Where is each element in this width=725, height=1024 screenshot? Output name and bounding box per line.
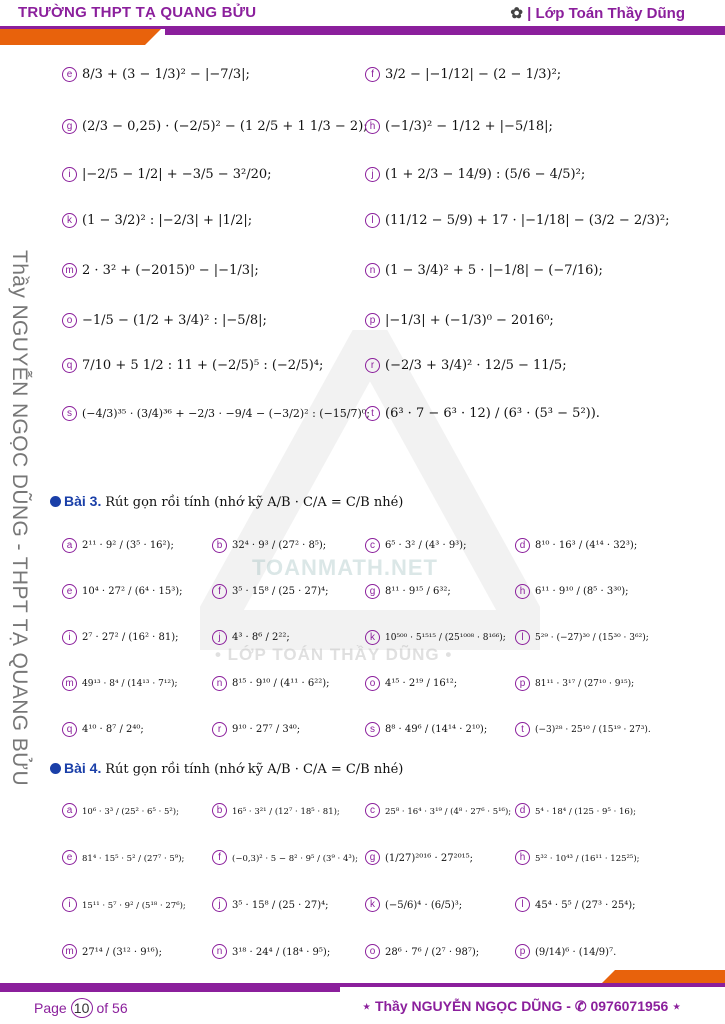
- exercise-item: [365, 118, 553, 136]
- item-label: i: [62, 897, 77, 912]
- bai3-title: Bài 3.: [64, 493, 102, 509]
- school-name: TRƯỜNG THPT TẠ QUANG BỬU: [18, 4, 257, 21]
- bai4-title: Bài 4.: [64, 760, 102, 776]
- header-orange-band: [0, 29, 145, 45]
- item-label: l: [515, 897, 530, 912]
- item-expression: 3¹⁸ · 24⁴ / (18⁴ · 9⁵);: [232, 947, 331, 958]
- item-label: o: [365, 676, 380, 691]
- item-expression: (−1/3)² − 1/12 + |−5/18|;: [385, 119, 553, 134]
- item-label: e: [62, 850, 77, 865]
- item-expression: (−2/3 + 3/4)² · 12/5 − 11/5;: [385, 358, 567, 373]
- item-label: f: [212, 584, 227, 599]
- exercise-item: [515, 943, 616, 962]
- item-expression: 6⁵ · 3² / (4³ · 9³);: [385, 540, 467, 551]
- exercise-item: [62, 262, 259, 280]
- item-expression: (6³ · 7 − 6³ · 12) / (6³ · (5³ − 5²)).: [385, 406, 600, 421]
- item-label: d: [515, 803, 530, 818]
- item-expression: 28⁶ · 7⁶ / (2⁷ · 98⁷);: [385, 947, 480, 958]
- exercise-item: [62, 166, 272, 184]
- item-expression: (−4/3)³⁵ · (3/4)³⁶ + −2/3 · −9/4 − (−3/2)² : (−15/7)⁰;: [82, 407, 370, 420]
- item-label: p: [515, 944, 530, 959]
- exercise-item: [515, 537, 637, 555]
- item-label: n: [212, 676, 227, 691]
- bai4-heading: [50, 760, 403, 777]
- item-label: q: [62, 358, 77, 373]
- exercise-item: [62, 943, 162, 962]
- exercise-item: [62, 896, 186, 915]
- bai3-heading: [50, 493, 403, 510]
- item-expression: 9¹⁰ · 27⁷ / 3⁴⁰;: [232, 724, 301, 735]
- item-expression: 8⁸ · 49⁶ / (14¹⁴ · 2¹⁰);: [385, 724, 488, 735]
- exercise-item: [515, 896, 636, 915]
- exercise-item: [365, 312, 554, 330]
- item-label: a: [62, 803, 77, 818]
- item-label: h: [515, 584, 530, 599]
- exercise-item: [212, 721, 300, 739]
- exercise-item: [365, 583, 451, 601]
- item-label: g: [62, 119, 77, 134]
- item-label: t: [365, 406, 380, 421]
- item-label: f: [212, 850, 227, 865]
- exercise-item: [365, 66, 561, 84]
- exercise-item: [62, 312, 267, 330]
- item-label: g: [365, 584, 380, 599]
- bai4-desc: Rút gọn rồi tính (nhớ kỹ A/B · C/A = C/B nhé): [105, 762, 404, 777]
- watermark-text: TOANMATH.NET: [252, 555, 438, 580]
- item-expression: (−3)²⁸ · 25¹⁰ / (15¹⁹ · 27³).: [535, 725, 651, 735]
- item-expression: 2 · 3² + (−2015)⁰ − |−1/3|;: [82, 263, 259, 278]
- exercise-item: [365, 405, 600, 423]
- page-total: of 56: [96, 1000, 128, 1016]
- page-header: [0, 0, 725, 46]
- item-expression: 4³ · 8⁶ / 2²²;: [232, 632, 290, 643]
- item-label: j: [212, 630, 227, 645]
- item-expression: 8/3 + (3 − 1/3)² − |−7/3|;: [82, 67, 250, 82]
- item-expression: 32⁴ · 9³ / (27² · 8⁵);: [232, 540, 327, 551]
- exercise-item: [515, 583, 628, 601]
- item-label: i: [62, 630, 77, 645]
- item-label: o: [365, 944, 380, 959]
- item-label: b: [212, 803, 227, 818]
- item-label: j: [365, 167, 380, 182]
- people-icon: ✿: [510, 5, 528, 22]
- side-text: Thầy NGUYỄN NGỌC DŨNG - THPT TẠ QUANG BỬU: [8, 249, 31, 787]
- exercise-item: [62, 583, 183, 601]
- item-label: r: [212, 722, 227, 737]
- item-label: l: [365, 213, 380, 228]
- exercise-item: [365, 802, 511, 821]
- bai3-desc: Rút gọn rồi tính (nhớ kỹ A/B · C/A = C/B nhé): [105, 495, 404, 510]
- item-expression: 4¹⁵ · 2¹⁹ / 16¹²;: [385, 678, 458, 689]
- item-label: n: [212, 944, 227, 959]
- bullet-icon: [50, 763, 61, 774]
- item-expression: 25⁸ · 16⁴ · 3¹⁹ / (4⁸ · 27⁶ · 5¹⁶);: [385, 807, 512, 817]
- item-expression: (1 − 3/2)² : |−2/3| + |1/2|;: [82, 213, 253, 228]
- exercise-item: [365, 537, 466, 555]
- item-label: m: [62, 676, 77, 691]
- item-label: o: [62, 313, 77, 328]
- class-name: [510, 4, 685, 22]
- item-expression: (−0,3)² · 5 − 8² · 9⁵ / (3⁹ · 4³);: [232, 854, 358, 864]
- item-expression: (1 + 2/3 − 14/9) : (5/6 − 4/5)²;: [385, 167, 586, 182]
- exercise-item: [62, 537, 174, 555]
- exercise-item: [365, 675, 457, 693]
- item-expression: 16⁵ · 3²¹ / (12⁷ · 18⁵ · 81);: [232, 807, 340, 817]
- exercise-item: [212, 896, 329, 915]
- exercise-item: [212, 802, 340, 821]
- item-expression: 8¹⁰ · 16³ / (4¹⁴ · 32³);: [535, 540, 638, 551]
- exercise-item: [515, 721, 651, 739]
- exercise-item: [515, 675, 634, 693]
- exercise-item: [62, 357, 323, 375]
- item-label: e: [62, 584, 77, 599]
- exercise-item: [515, 629, 649, 647]
- item-label: c: [365, 538, 380, 553]
- exercise-item: [365, 212, 670, 230]
- item-expression: −1/5 − (1/2 + 3/4)² : |−5/8|;: [82, 313, 267, 328]
- exercise-item: [365, 357, 567, 375]
- item-label: s: [62, 406, 77, 421]
- item-expression: 5²⁹ · (−27)³⁰ / (15³⁰ · 3⁶²);: [535, 633, 649, 643]
- item-expression: 49¹³ · 8⁴ / (14¹³ · 7¹²);: [82, 679, 178, 689]
- footer-purple-band: [0, 987, 340, 992]
- page-label: Page: [34, 1000, 67, 1016]
- exercise-item: [365, 166, 585, 184]
- item-expression: (−5/6)⁴ · (6/5)³;: [385, 900, 463, 911]
- item-label: m: [62, 944, 77, 959]
- item-label: t: [515, 722, 530, 737]
- exercise-item: [212, 849, 358, 868]
- item-expression: 8¹⁵ · 9¹⁰ / (4¹¹ · 6²²);: [232, 678, 330, 689]
- exercise-item: [365, 896, 462, 915]
- item-expression: 3/2 − |−1/12| − (2 − 1/3)²;: [385, 67, 562, 82]
- item-label: g: [365, 850, 380, 865]
- item-label: k: [62, 213, 77, 228]
- exercise-item: [212, 583, 329, 601]
- item-label: r: [365, 358, 380, 373]
- exercise-item: [212, 675, 330, 693]
- item-expression: 3⁵ · 15⁸ / (25 · 27)⁴;: [232, 586, 329, 597]
- item-expression: 7/10 + 5 1/2 : 11 + (−2/5)⁵ : (−2/5)⁴;: [82, 358, 324, 373]
- exercise-item: [62, 118, 368, 136]
- item-expression: 2¹¹ · 9² / (3⁵ · 16²);: [82, 540, 174, 551]
- item-expression: 5⁴ · 18⁴ / (125 · 9⁵ · 16);: [535, 807, 636, 817]
- item-label: a: [62, 538, 77, 553]
- item-expression: 45⁴ · 5⁵ / (27³ · 25⁴);: [535, 900, 636, 911]
- exercise-item: [212, 943, 330, 962]
- item-label: c: [365, 803, 380, 818]
- exercise-item: [62, 405, 370, 423]
- exercise-item: [515, 802, 636, 821]
- item-expression: 4¹⁰ · 8⁷ / 2⁴⁰;: [82, 724, 144, 735]
- exercise-item: [62, 629, 179, 647]
- watermark-text-2: • LỚP TOÁN THẦY DŨNG •: [215, 645, 453, 664]
- item-expression: 81¹¹ · 3¹⁷ / (27¹⁰ · 9¹⁵);: [535, 679, 635, 689]
- item-label: s: [365, 722, 380, 737]
- exercise-item: [62, 212, 252, 230]
- exercise-item: [212, 537, 326, 555]
- item-label: k: [365, 897, 380, 912]
- item-label: e: [62, 67, 77, 82]
- page-num: 10: [71, 998, 93, 1018]
- item-expression: 10⁴ · 27² / (6⁴ · 15³);: [82, 586, 183, 597]
- footer-author: ⋆ Thầy NGUYỄN NGỌC DŨNG - ✆ 0976071956 ⋆: [362, 998, 681, 1014]
- item-expression: 8¹¹ · 9¹⁵ / 6³²;: [385, 586, 451, 597]
- item-expression: (1 − 3/4)² + 5 · |−1/8| − (−7/16);: [385, 263, 603, 278]
- exercise-item: [62, 849, 184, 868]
- side-author-text: [6, 228, 32, 808]
- exercise-item: [365, 943, 479, 962]
- item-expression: |−2/5 − 1/2| + −3/5 − 3²/20;: [82, 167, 272, 182]
- header-purple-band: [165, 29, 725, 35]
- exercise-item: [62, 802, 179, 821]
- exercise-item: [365, 849, 473, 868]
- item-expression: 2⁷ · 27² / (16² · 81);: [82, 632, 179, 643]
- item-expression: 81⁴ · 15⁵ · 5² / (27⁷ · 5⁹);: [82, 854, 185, 864]
- item-label: n: [365, 263, 380, 278]
- page-number: [34, 998, 128, 1018]
- item-label: m: [62, 263, 77, 278]
- item-label: p: [365, 313, 380, 328]
- exercise-item: [62, 721, 144, 739]
- item-expression: 27¹⁴ / (3¹² · 9¹⁶);: [82, 947, 162, 958]
- item-expression: 15¹¹ · 5⁷ · 9² / (5¹⁸ · 27⁶);: [82, 901, 186, 911]
- item-label: q: [62, 722, 77, 737]
- exercise-item: [62, 66, 250, 84]
- class-name-text: | Lớp Toán Thầy Dũng: [527, 5, 685, 22]
- item-expression: (11/12 − 5/9) + 17 · |−1/18| − (3/2 − 2/3)²;: [385, 213, 670, 228]
- item-expression: 6¹¹ · 9¹⁰ / (8⁵ · 3³⁰);: [535, 586, 629, 597]
- item-expression: (2/3 − 0,25) · (−2/5)² − (1 2/5 + 1 1/3 − 2);: [82, 119, 368, 134]
- item-expression: 10⁶ · 3³ / (25² · 6⁵ · 5²);: [82, 807, 179, 817]
- item-label: b: [212, 538, 227, 553]
- item-expression: |−1/3| + (−1/3)⁰ − 2016⁰;: [385, 313, 554, 328]
- exercise-item: [515, 849, 640, 868]
- item-expression: 5³² · 10⁴³ / (16¹¹ · 125²⁵);: [535, 854, 640, 864]
- exercise-item: [365, 721, 487, 739]
- item-label: k: [365, 630, 380, 645]
- item-label: h: [365, 119, 380, 134]
- item-expression: (9/14)⁶ · (14/9)⁷.: [535, 947, 617, 958]
- item-label: i: [62, 167, 77, 182]
- item-label: p: [515, 676, 530, 691]
- exercise-item: [365, 262, 603, 280]
- item-label: h: [515, 850, 530, 865]
- item-label: f: [365, 67, 380, 82]
- exercise-item: [365, 629, 506, 647]
- footer-orange-band: [615, 970, 725, 984]
- item-label: l: [515, 630, 530, 645]
- item-expression: (1/27)²⁰¹⁶ · 27²⁰¹⁵;: [385, 853, 473, 864]
- exercise-item: [62, 675, 178, 693]
- item-label: d: [515, 538, 530, 553]
- bullet-icon: [50, 496, 61, 507]
- item-expression: 10⁵⁰⁰ · 5¹⁵¹⁵ / (25¹⁰⁰⁸ · 8¹⁶⁶);: [385, 633, 506, 643]
- item-expression: 3⁵ · 15⁸ / (25 · 27)⁴;: [232, 900, 329, 911]
- exercise-item: [212, 629, 290, 647]
- item-label: j: [212, 897, 227, 912]
